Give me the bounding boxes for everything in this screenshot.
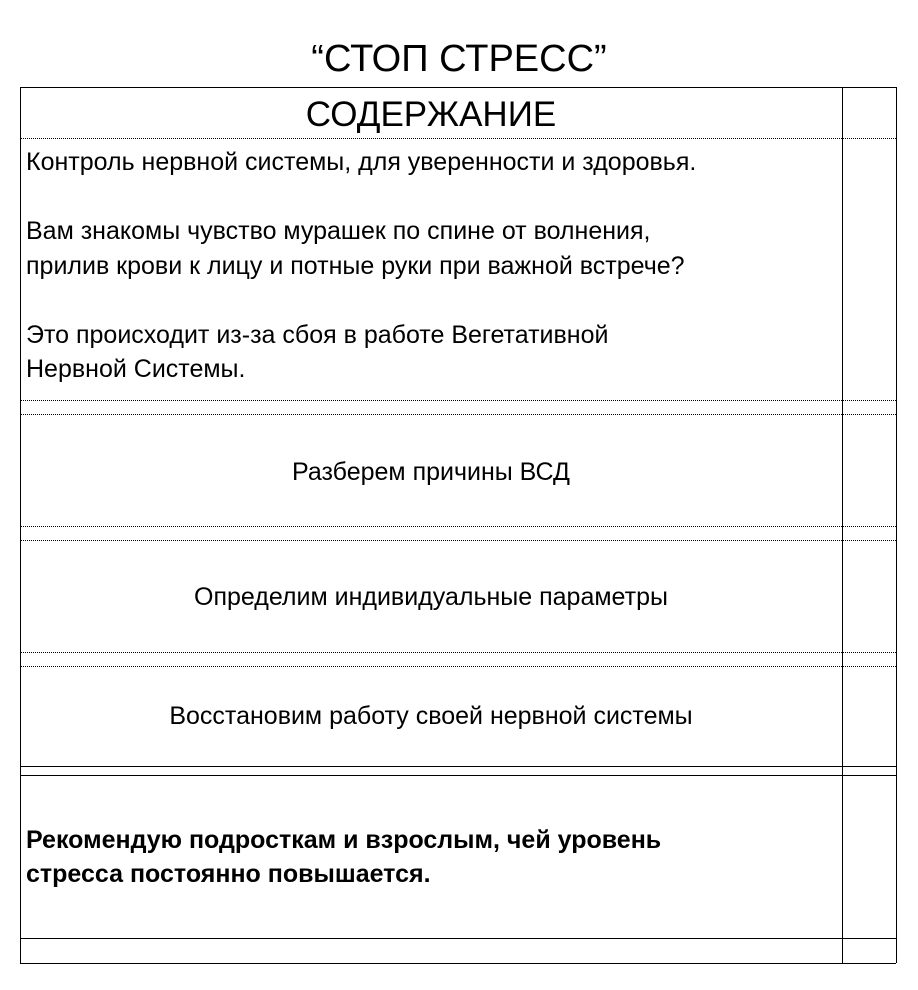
contents-item: Определим индивидуальные параметры: [194, 583, 668, 611]
intro-line: Вам знакомы чувство мурашек по спине от волнения,: [26, 217, 651, 245]
row-divider: [20, 766, 896, 767]
intro-line: Контроль нервной системы, для уверенности и здоровья.: [26, 148, 697, 176]
contents-item: Восстановим работу своей нервной системы: [169, 702, 693, 730]
table-border-bottom: [20, 963, 896, 964]
table-border-top: [20, 87, 896, 88]
row-divider: [20, 666, 896, 667]
row-divider: [20, 938, 896, 939]
intro-line: прилив крови к лицу и потные руки при важной встрече?: [26, 252, 685, 280]
table-border-left: [20, 87, 21, 963]
row-divider: [20, 775, 896, 776]
recommendation-line: Рекомендую подросткам и взрослым, чей уровень: [26, 826, 662, 854]
contents-heading: СОДЕРЖАНИЕ: [305, 95, 557, 134]
row-divider: [20, 400, 896, 401]
row-divider: [20, 414, 896, 415]
table-border-right: [896, 87, 897, 963]
contents-item: Разберем причины ВСД: [292, 458, 570, 486]
row-divider: [20, 526, 896, 527]
intro-line: Это происходит из-за сбоя в работе Вегетативной: [26, 321, 609, 349]
document-title: “СТОП СТРЕСС”: [311, 38, 607, 80]
intro-line: Нервной Системы.: [26, 355, 246, 383]
row-divider: [20, 138, 896, 139]
recommendation-line: стресса постоянно повышается.: [26, 860, 431, 888]
row-divider: [20, 540, 896, 541]
row-divider: [20, 652, 896, 653]
table-column-divider: [842, 87, 843, 963]
